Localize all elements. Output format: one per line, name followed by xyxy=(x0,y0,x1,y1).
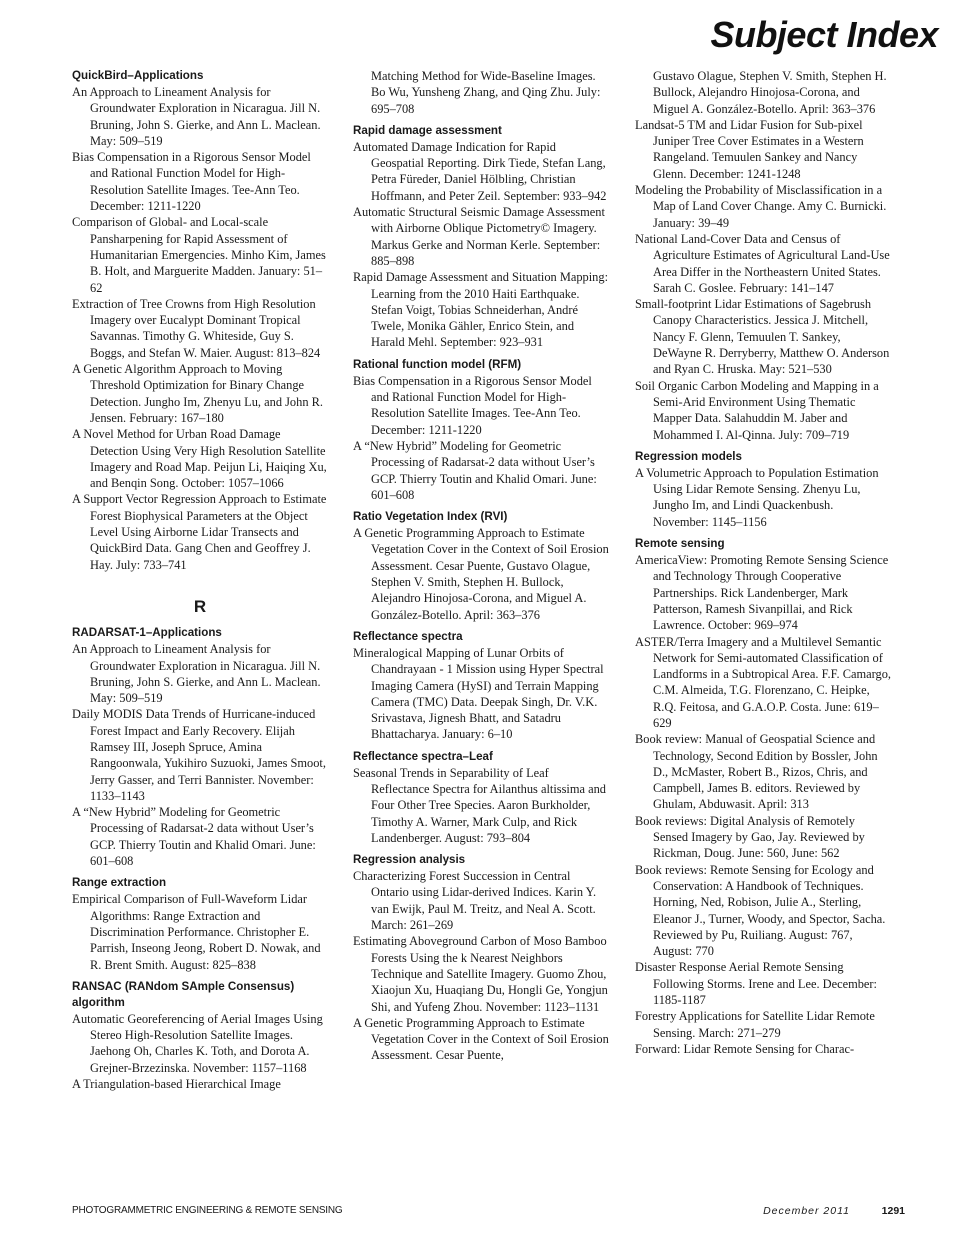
index-entry: A Genetic Algorithm Approach to Moving Threshold Optimization for Binary Change Detection. Jungho Im, Zhenyu Lu, and John R. Jensen. February: 167–180 xyxy=(72,362,323,425)
issue-date: December 2011 xyxy=(763,1205,850,1217)
index-entry: Gustavo Olague, Stephen V. Smith, Stephen H. Bullock, Alejandro Hinojosa-Corona, and Miguel A. González-Botello. April: 363–376 xyxy=(653,69,887,116)
index-entry: Estimating Aboveground Carbon of Moso Bamboo Forests Using the k Nearest Neighbors Technique and Satellite Imagery. Guomo Zhou, Xiaojun Xu, Huaqiang Du, Hongli Ge, Yongjun Shi, and Yufeng Zhou. November: 1123–1131 xyxy=(353,934,608,1014)
index-subject-heading: Remote sensing xyxy=(635,537,725,551)
index-entry: Book reviews: Digital Analysis of Remotely Sensed Imagery by Gao, Jay. Reviewed by Rickman, Doug. June: 560, June: 562 xyxy=(635,813,865,861)
index-entry: A Support Vector Regression Approach to Estimate Forest Biophysical Parameters at the Object Level Using Airborne Lidar Transects and QuickBird Data. Gang Chen and Geoffrey J. Hay. July: 733–741 xyxy=(72,492,327,572)
index-subject-heading: Rapid damage assessment xyxy=(353,123,502,137)
index-subject-heading: Rational function model (RFM) xyxy=(353,357,522,371)
index-entry: AmericaView: Promoting Remote Sensing Science and Technology Through Cooperative Partnerships. Rick Landenberger, Mark Patterson, Ramesh Sivanpillai, and Rick Lawrence. October: 969–974 xyxy=(635,553,889,633)
index-subject-heading: RADARSAT-1–Applications xyxy=(72,626,222,640)
index-subject-heading: RANSAC (RANdom SAmple Consensus) algorithm xyxy=(72,979,295,1009)
index-entry: Forward: Lidar Remote Sensing for Charac- xyxy=(635,1041,855,1056)
journal-name: PHOTOGRAMMETRIC ENGINEERING & REMOTE SENSING xyxy=(72,1205,343,1216)
index-subject-heading: Regression models xyxy=(635,449,742,463)
index-entry: Rapid Damage Assessment and Situation Mapping: Learning from the 2010 Haiti Earthquake. Stefan Voigt, Tobias Schneiderhan, André Twele, Monika Gähler, Enrico Stein, and Harald Mehl. September: 923–931 xyxy=(353,270,609,350)
index-column-3 xyxy=(635,68,891,1057)
index-entry: Extraction of Tree Crowns from High Resolution Imagery over Eucalypt Dominant Tropical Savannas. Timothy G. Whiteside, Guy S. Boggs, and Stefan W. Maier. August: 813–824 xyxy=(72,296,321,360)
index-entry: National Land-Cover Data and Census of Agriculture Estimates of Agricultural Land-Use Area Differ in the Northeastern United States. Sarah C. Goslee. February: 141–147 xyxy=(635,231,890,295)
index-entry: Matching Method for Wide-Baseline Images. Bo Wu, Yunsheng Zhang, and Qing Zhu. July: 695–708 xyxy=(371,69,601,116)
index-entry: Bias Compensation in a Rigorous Sensor Model and Rational Function Model for High-Resolution Satellite Images. Tee-Ann Teo. December: 1211-1220 xyxy=(72,150,311,214)
page-number: 1291 xyxy=(881,1205,905,1217)
index-entry: ASTER/Terra Imagery and a Multilevel Semantic Network for Semi-automated Classification of Landforms in a Subtropical Area. F.F. Camargo, C.M. Almeida, T.G. Florenzano, C. Heipke, R.Q. Feitosa, and G.A.O.P. Costa. June: 619–629 xyxy=(635,634,891,730)
index-entry: A Genetic Programming Approach to Estimate Vegetation Cover in the Context of Soil Erosion Assessment. Cesar Puente, Gustavo Olague, Stephen V. Smith, Stephen H. Bullock, Alejandro Hinojosa-Corona, and Miguel A. González-Botello. April: 363–376 xyxy=(353,526,609,622)
index-entry: Forestry Applications for Satellite Lidar Remote Sensing. March: 271–279 xyxy=(635,1009,875,1040)
index-subject-heading: QuickBird–Applications xyxy=(72,69,204,82)
index-entry: A Triangulation-based Hierarchical Image xyxy=(72,1077,281,1092)
index-entry: Mineralogical Mapping of Lunar Orbits of Chandrayaan - 1 Mission using Hyper Spectral Imaging Camera (HySI) and Terrain Mapping Camera (TMC) Data. Deepak Singh, Dr. V.K. Srivastava, Jignesh Bhatt, and Satadru Bhattacharya. January: 6–10 xyxy=(353,645,604,742)
index-entry: A “New Hybrid” Modeling for Geometric Processing of Radarsat-2 data without User’s GCP. Thierry Toutin and Khalid Omari. June: 601–608 xyxy=(353,438,597,502)
index-entry: A Genetic Programming Approach to Estimate Vegetation Cover in the Context of Soil Erosion Assessment. Cesar Puente, xyxy=(353,1015,609,1063)
index-column-1 xyxy=(72,68,328,1092)
index-entry: Disaster Response Aerial Remote Sensing Following Storms. Irene and Lee. December: 1185-1187 xyxy=(635,960,877,1008)
index-entry: Automated Damage Indication for Rapid Geospatial Reporting. Dirk Tiede, Stefan Lang, Petra Füreder, Daniel Hölbling, Christian Hoffmann, and Peter Zeil. September: 933–942 xyxy=(353,139,607,203)
index-entry: Seasonal Trends in Separability of Leaf Reflectance Spectra for Ailanthus altissima and Four Other Tree Species. Aaron Burkholder, Timothy A. Warner, Mark Culp, and Rick Landenberger. August: 793–804 xyxy=(353,765,606,845)
index-entry: Soil Organic Carbon Modeling and Mapping in a Semi-Arid Environment Using Thematic Mapper Data. Salahuddin M. Jaber and Mohammed I. Al-Qinna. July: 709–719 xyxy=(635,378,879,442)
index-entry: Characterizing Forest Succession in Central Ontario using Lidar-derived Indices. Karin Y. van Ewijk, Paul M. Treitz, and Neal A. Scott. March: 261–269 xyxy=(353,869,597,933)
index-entry: Small-footprint Lidar Estimations of Sagebrush Canopy Characteristics. Jessica J. Mitchell, Nancy F. Glenn, Temuulen T. Sankey, DeWayne R. Derryberry, Matthew O. Anderson and Ryan C. Hruska. May: 521–530 xyxy=(635,297,890,377)
index-entry: Automatic Structural Seismic Damage Assessment with Airborne Oblique Pictometry© Imagery. Markus Gerke and Norman Kerle. September: 885–898 xyxy=(353,205,605,268)
index-entry: An Approach to Lineament Analysis for Groundwater Exploration in Nicaragua. Jill N. Bruning, John S. Gierke, and Ann L. Maclean. May: 509–519 xyxy=(72,85,321,148)
index-entry: Book review: Manual of Geospatial Science and Technology, Second Edition by Bossler, John D., McMaster, Robert B., Rizos, Chris, and Campbell, James B. editors. Reviewed by Ghulam, Abduwasit. April: 313 xyxy=(635,732,878,812)
index-entry: Book reviews: Remote Sensing for Ecology and Conservation: A Handbook of Techniques. Horning, Ned, Robison, Julie A., Sterling, Eleanor J., Turner, Woody, and Spector, Sacha. Reviewed by Pu, Ruiliang. August: 767, August: 770 xyxy=(635,862,886,959)
index-entry: A Novel Method for Urban Road Damage Detection Using Very High Resolution Satellite Imagery and Road Map. Peijun Li, Haiqing Xu, and Benqin Song. October: 1057–1066 xyxy=(72,427,327,491)
index-entry: Landsat-5 TM and Lidar Fusion for Sub-pixel Juniper Tree Cover Estimates in a Western Rangeland. Temuulen Sankey and Nancy Glenn. December: 1241-1248 xyxy=(635,117,864,181)
index-letter-heading: R xyxy=(193,596,207,616)
index-entry: Automatic Georeferencing of Aerial Images Using Stereo High-Resolution Satellite Images. Jaehong Oh, Charles K. Toth, and Dorota A. Grejner-Brzezinska. November: 1157–1168 xyxy=(72,1011,323,1075)
index-entry: Bias Compensation in a Rigorous Sensor Model and Rational Function Model for High-Resolution Satellite Images. Tee-Ann Teo. December: 1211-1220 xyxy=(353,373,592,437)
index-subject-heading: Range extraction xyxy=(72,876,167,890)
index-entry: An Approach to Lineament Analysis for Groundwater Exploration in Nicaragua. Jill N. Bruning, John S. Gierke, and Ann L. Maclean. May: 509–519 xyxy=(72,642,321,706)
index-entry: Comparison of Global- and Local-scale Pansharpening for Rapid Assessment of Humanitarian Emergencies. Minho Kim, James B. Holt, and Marguerite Madden. January: 51–62 xyxy=(72,215,326,295)
index-entry: Modeling the Probability of Misclassification in a Map of Land Cover Change. Amy C. Burnicki. January: 39–49 xyxy=(635,183,887,230)
index-subject-heading: Reflectance spectra xyxy=(353,629,463,643)
index-entry: A Volumetric Approach to Population Estimation Using Lidar Remote Sensing. Zhenyu Lu, Jungho Im, and Lindi Quackenbush. November: 1145–1156 xyxy=(635,465,879,529)
index-entry: A “New Hybrid” Modeling for Geometric Processing of Radarsat-2 data without User’s GCP. Thierry Toutin and Khalid Omari. June: 601–608 xyxy=(72,805,316,869)
index-entry: Daily MODIS Data Trends of Hurricane-induced Forest Impact and Early Recovery. Elijah Ramsey III, Joseph Spruce, Amina Rangoonwala, Yukihiro Suzuoki, James Smoot, Jerry Gasser, and Terri Bannister. November: 1133–1143 xyxy=(72,707,326,803)
index-subject-heading: Ratio Vegetation Index (RVI) xyxy=(353,510,508,524)
index-subject-heading: Reflectance spectra–Leaf xyxy=(353,749,493,763)
index-column-2 xyxy=(353,68,609,1064)
index-entry: Empirical Comparison of Full-Waveform Lidar Algorithms: Range Extraction and Discrimination Performance. Christopher E. Parrish, Inseong Jeong, Robert D. Nowak, and R. Brent Smith. August: 825–838 xyxy=(72,892,321,972)
page-title: Subject Index xyxy=(710,14,938,55)
index-subject-heading: Regression analysis xyxy=(353,853,466,867)
